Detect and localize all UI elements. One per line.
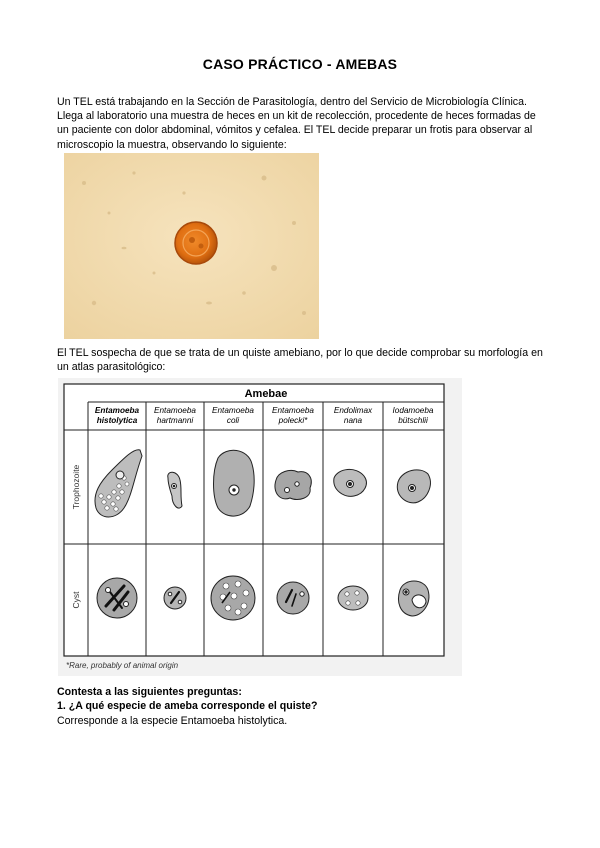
col-entamoeba-hartmanni: Entamoeba: [154, 406, 196, 415]
svg-text:coli: coli: [226, 416, 240, 425]
col-iodamoeba-butschlii: Iodamoeba: [392, 406, 434, 415]
trophozoite-coli: [214, 450, 255, 516]
svg-text:polecki*: polecki*: [278, 416, 308, 425]
row-cyst: Cyst: [71, 591, 81, 609]
cyst-coli: [211, 576, 255, 620]
cyst-histolytica: [97, 578, 137, 618]
row-trophozoite: Trophozoite: [71, 464, 81, 510]
cyst-shape: [175, 222, 217, 264]
intro-paragraph: Un TEL está trabajando en la Sección de Parasitología, dentro del Servicio de Microbiología Clínica. Llega al laboratorio una muestra de heces en un kit de recolección, procedente de heces formadas de un paciente con dolor abdominal, vómitos y cefalea. El TEL decide preparar un frotis para observar al microscopio la muestra, observando lo siguiente:: [57, 96, 536, 151]
col-endolimax-nana: Endolimax: [333, 406, 373, 415]
trophozoite-polecki: [275, 470, 311, 499]
col-entamoeba-histolytica: Entamoeba: [94, 406, 140, 415]
svg-text:nana: nana: [343, 416, 363, 425]
cyst-nana: [338, 586, 368, 610]
answer-1: Corresponde a la especie Entamoeba histolytica.: [57, 715, 288, 727]
page-title: CASO PRÁCTICO - AMEBAS: [202, 56, 398, 72]
svg-text:hartmanni: hartmanni: [156, 416, 194, 425]
col-entamoeba-coli: Entamoeba: [212, 406, 254, 415]
cyst-hartmanni: [164, 587, 186, 609]
atlas-header: Amebae: [244, 388, 288, 400]
question-1: 1. ¿A qué especie de ameba corresponde el quiste?: [57, 700, 318, 712]
microscope-image: [64, 153, 319, 339]
atlas-footnote: *Rare, probably of animal origin: [66, 661, 179, 670]
svg-text:bütschlii: bütschlii: [398, 416, 428, 425]
svg-text:histolytica: histolytica: [96, 416, 138, 425]
suspicion-paragraph: El TEL sospecha de que se trata de un quiste amebiano, por lo que decide comprobar su morfología en un atlas parasitológico:: [57, 347, 543, 374]
questions-heading: Contesta a las siguientes preguntas:: [57, 686, 242, 698]
amebae-atlas-figure: [58, 378, 462, 676]
col-entamoeba-polecki: Entamoeba: [272, 406, 314, 415]
cyst-polecki: [277, 582, 309, 614]
